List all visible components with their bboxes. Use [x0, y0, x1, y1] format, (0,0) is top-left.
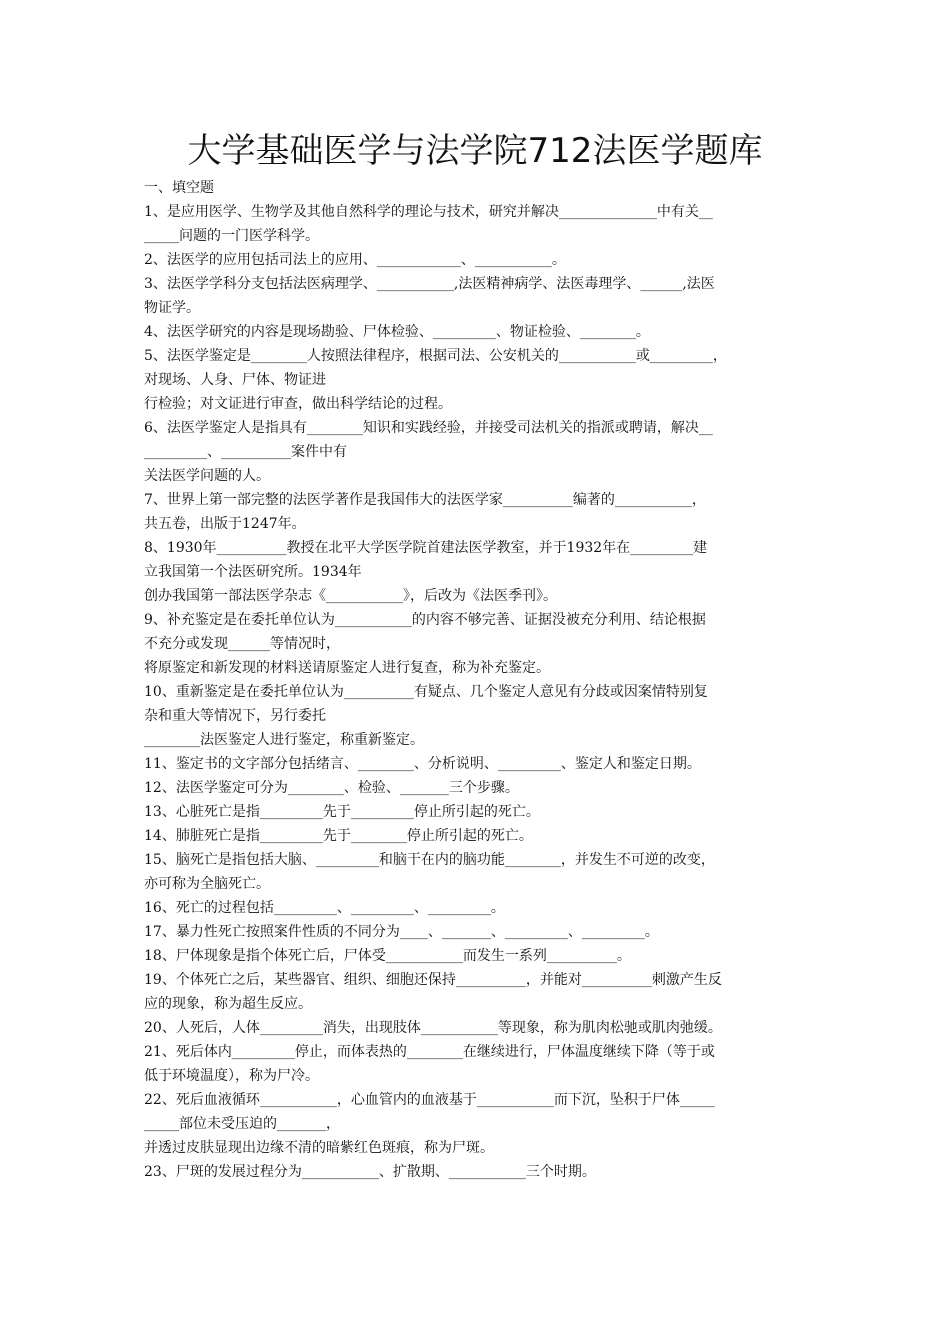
question-item: [144, 680, 814, 752]
question-line: 1、是应用医学、生物学及其他自然科学的理论与技术，研究并解决______________中有关__: [144, 204, 713, 220]
question-item: [144, 1040, 814, 1088]
question-line: 立我国第一个法医研究所。1934年: [144, 564, 362, 580]
question-item: [144, 944, 814, 968]
question-item: [144, 248, 814, 272]
question-line: 关法医学问题的人。: [144, 468, 270, 484]
question-line: 16、死亡的过程包括_________、_________、_________。: [144, 900, 505, 916]
question-line: 行检验；对文证进行审查，做出科学结论的过程。: [144, 396, 452, 412]
question-line: 14、肺脏死亡是指_________先于________停止所引起的死亡。: [144, 828, 533, 844]
question-item: [144, 800, 814, 824]
question-line: 3、法医学学科分支包括法医病理学、___________,法医精神病学、法医毒理学、______,法医: [144, 276, 715, 292]
question-line: 6、法医学鉴定人是指具有________知识和实践经验，并接受司法机关的指派或聘请，解决__: [144, 420, 713, 436]
question-line: 不充分或发现______等情况时，: [144, 636, 340, 652]
question-item: [144, 776, 814, 800]
question-line: _________、__________案件中有: [144, 444, 347, 460]
question-line: 4、法医学研究的内容是现场勘验、尸体检验、_________、物证检验、________。: [144, 324, 650, 340]
question-line: 并透过皮肤显现出边缘不清的暗紫红色斑痕，称为尸斑。: [144, 1140, 494, 1156]
question-item: [144, 1160, 814, 1184]
question-line: 10、重新鉴定是在委托单位认为__________有疑点、几个鉴定人意见有分歧或因案情特别复: [144, 684, 708, 700]
question-line: 23、尸斑的发展过程分为___________、扩散期、___________三个时期。: [144, 1164, 596, 1180]
question-item: [144, 200, 814, 248]
question-line: 创办我国第一部法医学杂志《___________》，后改为《法医季刊》。: [144, 588, 557, 604]
question-line: 21、死后体内_________停止，而体表热的________在继续进行，尸体温度继续下降（等于或: [144, 1044, 715, 1060]
question-line: 将原鉴定和新发现的材料送请原鉴定人进行复查，称为补充鉴定。: [144, 660, 550, 676]
question-item: [144, 536, 814, 608]
question-line: 对现场、人身、尸体、物证进: [144, 372, 326, 388]
question-line: 共五卷，出版于1247年。: [144, 516, 306, 532]
document-body: [144, 176, 814, 1184]
question-line: 5、法医学鉴定是________人按照法律程序，根据司法、公安机关的___________或_________，: [144, 348, 727, 364]
question-line: _____问题的一门医学科学。: [144, 228, 319, 244]
question-line: 15、脑死亡是指包括大脑、_________和脑干在内的脑功能________，并发生不可逆的改变，: [144, 852, 715, 868]
page-title: 大学基础医学与法学院712法医学题库: [187, 131, 763, 171]
question-item: [144, 608, 814, 680]
question-item: [144, 752, 814, 776]
question-item: [144, 1016, 814, 1040]
question-item: [144, 1088, 814, 1160]
question-line: 17、暴力性死亡按照案件性质的不同分为____、_______、_________、_________。: [144, 924, 659, 940]
question-item: [144, 488, 814, 536]
question-line: 18、尸体现象是指个体死亡后，尸体受___________而发生一系列__________。: [144, 948, 631, 964]
question-line: 22、死后血液循环___________，心血管内的血液基于___________而下沉，坠积于尸体_____: [144, 1092, 715, 1108]
question-line: 12、法医学鉴定可分为________、检验、_______三个步骤。: [144, 780, 519, 796]
question-line: 11、鉴定书的文字部分包括绪言、________、分析说明、_________、鉴定人和鉴定日期。: [144, 756, 701, 772]
question-line: ________法医鉴定人进行鉴定，称重新鉴定。: [144, 732, 424, 748]
question-line: 2、法医学的应用包括司法上的应用、____________、___________。: [144, 252, 566, 268]
question-item: [144, 320, 814, 344]
question-line: 20、人死后，人体_________消失，出现肢体___________等现象，称为肌肉松驰或肌肉弛缓。: [144, 1020, 722, 1036]
question-line: 19、个体死亡之后，某些器官、组织、细胞还保持__________，并能对__________刺激产生反: [144, 972, 722, 988]
question-item: [144, 416, 814, 488]
question-item: [144, 896, 814, 920]
question-line: 应的现象，称为超生反应。: [144, 996, 312, 1012]
question-line: 物证学。: [144, 300, 200, 316]
question-line: 低于环境温度），称为尸冷。: [144, 1068, 319, 1084]
question-item: [144, 824, 814, 848]
question-item: [144, 344, 814, 416]
question-item: [144, 848, 814, 896]
question-line: 9、补充鉴定是在委托单位认为___________的内容不够完善、证据没被充分利用、结论根据: [144, 612, 706, 628]
question-line: 亦可称为全脑死亡。: [144, 876, 270, 892]
question-item: [144, 920, 814, 944]
question-line: 杂和重大等情况下，另行委托: [144, 708, 326, 724]
question-line: 7、世界上第一部完整的法医学著作是我国伟大的法医学家__________编著的___________，: [144, 492, 706, 508]
question-item: [144, 968, 814, 1016]
question-item: [144, 272, 814, 320]
question-line: _____部位未受压迫的_______，: [144, 1116, 340, 1132]
question-line: 8、1930年__________教授在北平大学医学院首建法医学教室，并于1932年在_________建: [144, 540, 708, 556]
section-heading: 一、填空题: [144, 180, 214, 196]
question-line: 13、心脏死亡是指_________先于_________停止所引起的死亡。: [144, 804, 540, 820]
